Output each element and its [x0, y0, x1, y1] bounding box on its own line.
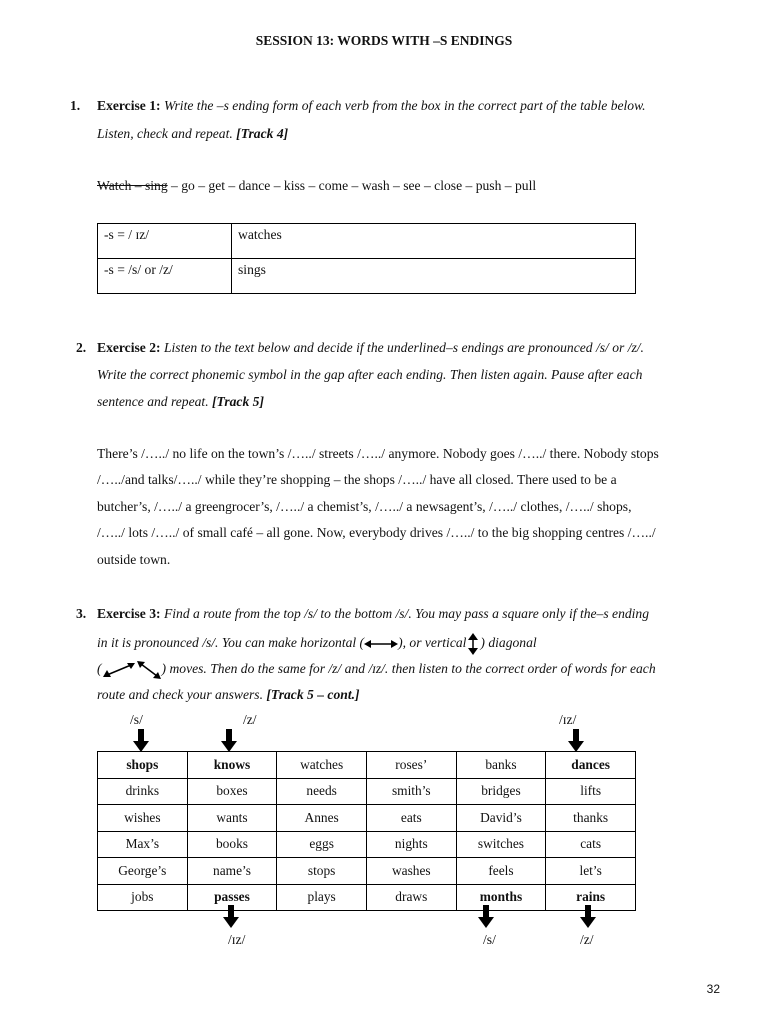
grid-cell[interactable]: books	[187, 831, 277, 858]
bottom-label-s: /s/	[483, 932, 496, 947]
exercise-1-instruction-line-2	[97, 126, 288, 142]
exercise-1-instruction-line-1	[97, 98, 646, 114]
exercise-1-label: Exercise 1:	[97, 98, 161, 113]
arrow-down-icon	[476, 905, 496, 929]
sound-cell: -s = / ɪz/	[98, 224, 232, 259]
exercise-2-instruction-text-3: sentence and repeat.	[97, 394, 213, 409]
exercise-2-number: 2.	[76, 340, 87, 355]
vertical-double-arrow-icon	[466, 633, 480, 655]
grid-cell[interactable]: roses’	[366, 752, 456, 779]
grid-cell[interactable]: draws	[366, 884, 456, 911]
grid-cell[interactable]: let’s	[546, 858, 636, 885]
arrow-down-icon	[221, 905, 241, 929]
bottom-label-z: /z/	[580, 932, 594, 947]
grid-cell[interactable]: knows	[187, 752, 277, 779]
diagonal-double-arrow-icon	[102, 661, 136, 679]
arrow-down-icon	[578, 905, 598, 929]
table-row	[98, 259, 636, 294]
arrow-down-icon	[566, 729, 586, 753]
exercise-3-instruction-text-2a: in it is pronounced /s/. You can make horizontal (	[97, 635, 365, 651]
grid-cell[interactable]: washes	[366, 858, 456, 885]
grid-cell[interactable]: name’s	[187, 858, 277, 885]
grid-cell[interactable]: smith’s	[366, 778, 456, 805]
grid-cell[interactable]: banks	[456, 752, 546, 779]
exercise-3-instruction-line-4	[97, 687, 360, 703]
grid-cell[interactable]: jobs	[98, 884, 188, 911]
page-title: SESSION 13: WORDS WITH –S ENDINGS	[255, 33, 513, 48]
grid-cell[interactable]: bridges	[456, 778, 546, 805]
exercise-3-label: Exercise 3:	[97, 606, 161, 621]
grid-cell[interactable]: thanks	[546, 805, 636, 832]
page-number: 32	[706, 982, 720, 996]
grid-cell[interactable]: boxes	[187, 778, 277, 805]
grid-cell[interactable]: feels	[456, 858, 546, 885]
grid-cell[interactable]: months	[456, 884, 546, 911]
grid-cell[interactable]: Annes	[277, 805, 367, 832]
exercise-1-number: 1.	[70, 98, 81, 113]
exercise-3-instruction-line-1	[97, 606, 649, 622]
grid-cell[interactable]: dances	[546, 752, 636, 779]
grid-cell[interactable]: eggs	[277, 831, 367, 858]
bottom-label-iz: /ɪz/	[228, 932, 246, 947]
exercise-1-word-box	[97, 178, 536, 194]
grid-cell[interactable]: wants	[187, 805, 277, 832]
grid-cell[interactable]: Max’s	[98, 831, 188, 858]
grid-cell[interactable]: David’s	[456, 805, 546, 832]
exercise-2-instruction-line-1	[97, 340, 644, 356]
exercise-3-instruction-text: Find a route from the top /s/ to the bottom /s/. You may pass a square only if the–s ending	[160, 606, 650, 621]
table-row	[98, 224, 636, 259]
grid-cell[interactable]: cats	[546, 831, 636, 858]
exercise-2-text-line: butcher’s, /…../ a greengrocer’s, /…../ a chemist’s, /…../ a newsagent’s, /…../ clothes, /…../ shops,	[97, 499, 632, 514]
grid-cell[interactable]: rains	[546, 884, 636, 911]
exercise-2-text-line: outside town.	[97, 552, 171, 567]
exercise-3-instruction-text-2b: ), or vertical	[398, 635, 467, 651]
exercise-2-instruction-text: Listen to the text below and decide if the underlined–s endings are pronounced /s/ or /z/.	[160, 340, 644, 355]
arrow-down-icon	[131, 729, 151, 753]
exercise-3-instruction-text-3a: (	[97, 661, 102, 677]
grid-cell[interactable]: needs	[277, 778, 367, 805]
exercise-3-track: [Track 5 – cont.]	[266, 687, 360, 702]
top-label-s: /s/	[130, 712, 143, 727]
table-row	[98, 884, 636, 911]
exercise-3-instruction-line-2	[97, 633, 537, 655]
grid-cell[interactable]: wishes	[98, 805, 188, 832]
arrow-down-icon	[219, 729, 239, 753]
word-box-words: – go – get – dance – kiss – come – wash – see – close – push – pull	[167, 178, 537, 193]
table-row	[98, 858, 636, 885]
answer-cell[interactable]: sings	[232, 259, 636, 294]
exercise-2-instruction-line-3	[97, 394, 264, 410]
sound-cell: -s = /s/ or /z/	[98, 259, 232, 294]
grid-cell[interactable]: drinks	[98, 778, 188, 805]
exercise-2-text-line: /…../and talks/…../ while they’re shopping – the shops /…../ have all closed. There used to be a	[97, 472, 617, 487]
table-row	[98, 752, 636, 779]
exercise-2-text-line: There’s /…../ no life on the town’s /…../ streets /…../ anymore. Nobody goes /…../ there. Nobody stops	[97, 446, 659, 461]
exercise-1-track: [Track 4]	[236, 126, 289, 141]
exercise-2-instruction-line-2: Write the correct phonemic symbol in the gap after each ending. Then listen again. Pause after each	[97, 367, 643, 382]
grid-cell[interactable]: stops	[277, 858, 367, 885]
grid-cell[interactable]: nights	[366, 831, 456, 858]
route-grid	[97, 751, 636, 911]
grid-cell[interactable]: passes	[187, 884, 277, 911]
exercise-2-track: [Track 5]	[212, 394, 264, 409]
horizontal-double-arrow-icon	[364, 638, 398, 650]
grid-cell[interactable]: eats	[366, 805, 456, 832]
exercise-3-number: 3.	[76, 606, 87, 621]
table-row	[98, 831, 636, 858]
exercise-3-instruction-text-2c: ) diagonal	[480, 635, 537, 651]
grid-cell[interactable]: switches	[456, 831, 546, 858]
table-row	[98, 778, 636, 805]
top-label-iz: /ɪz/	[559, 712, 577, 727]
grid-cell[interactable]: plays	[277, 884, 367, 911]
table-row	[98, 805, 636, 832]
grid-cell[interactable]: watches	[277, 752, 367, 779]
diagonal-double-arrow-icon-2	[136, 660, 162, 680]
exercise-3-instruction-text-4: route and check your answers.	[97, 687, 267, 702]
top-label-z: /z/	[243, 712, 257, 727]
grid-cell[interactable]: shops	[98, 752, 188, 779]
word-box-struck-words: Watch – sing	[97, 178, 168, 193]
exercise-1-instruction-text: Write the –s ending form of each verb from the box in the correct part of the table below.	[160, 98, 646, 113]
exercise-2-label: Exercise 2:	[97, 340, 161, 355]
exercise-3-instruction-text-3b: ) moves. Then do the same for /z/ and /ɪz/. then listen to the correct order of words for each	[161, 661, 656, 677]
exercise-3-instruction-line-3	[97, 660, 656, 680]
exercise-1-table	[97, 223, 636, 294]
exercise-1-instruction-text-2: Listen, check and repeat.	[97, 126, 237, 141]
answer-cell[interactable]: watches	[232, 224, 636, 259]
grid-cell[interactable]: George’s	[98, 858, 188, 885]
exercise-2-text-line: /…../ lots /…../ of small café – all gone. Now, everybody drives /…../ to the big shopping centres /…../	[97, 525, 656, 540]
grid-cell[interactable]: lifts	[546, 778, 636, 805]
